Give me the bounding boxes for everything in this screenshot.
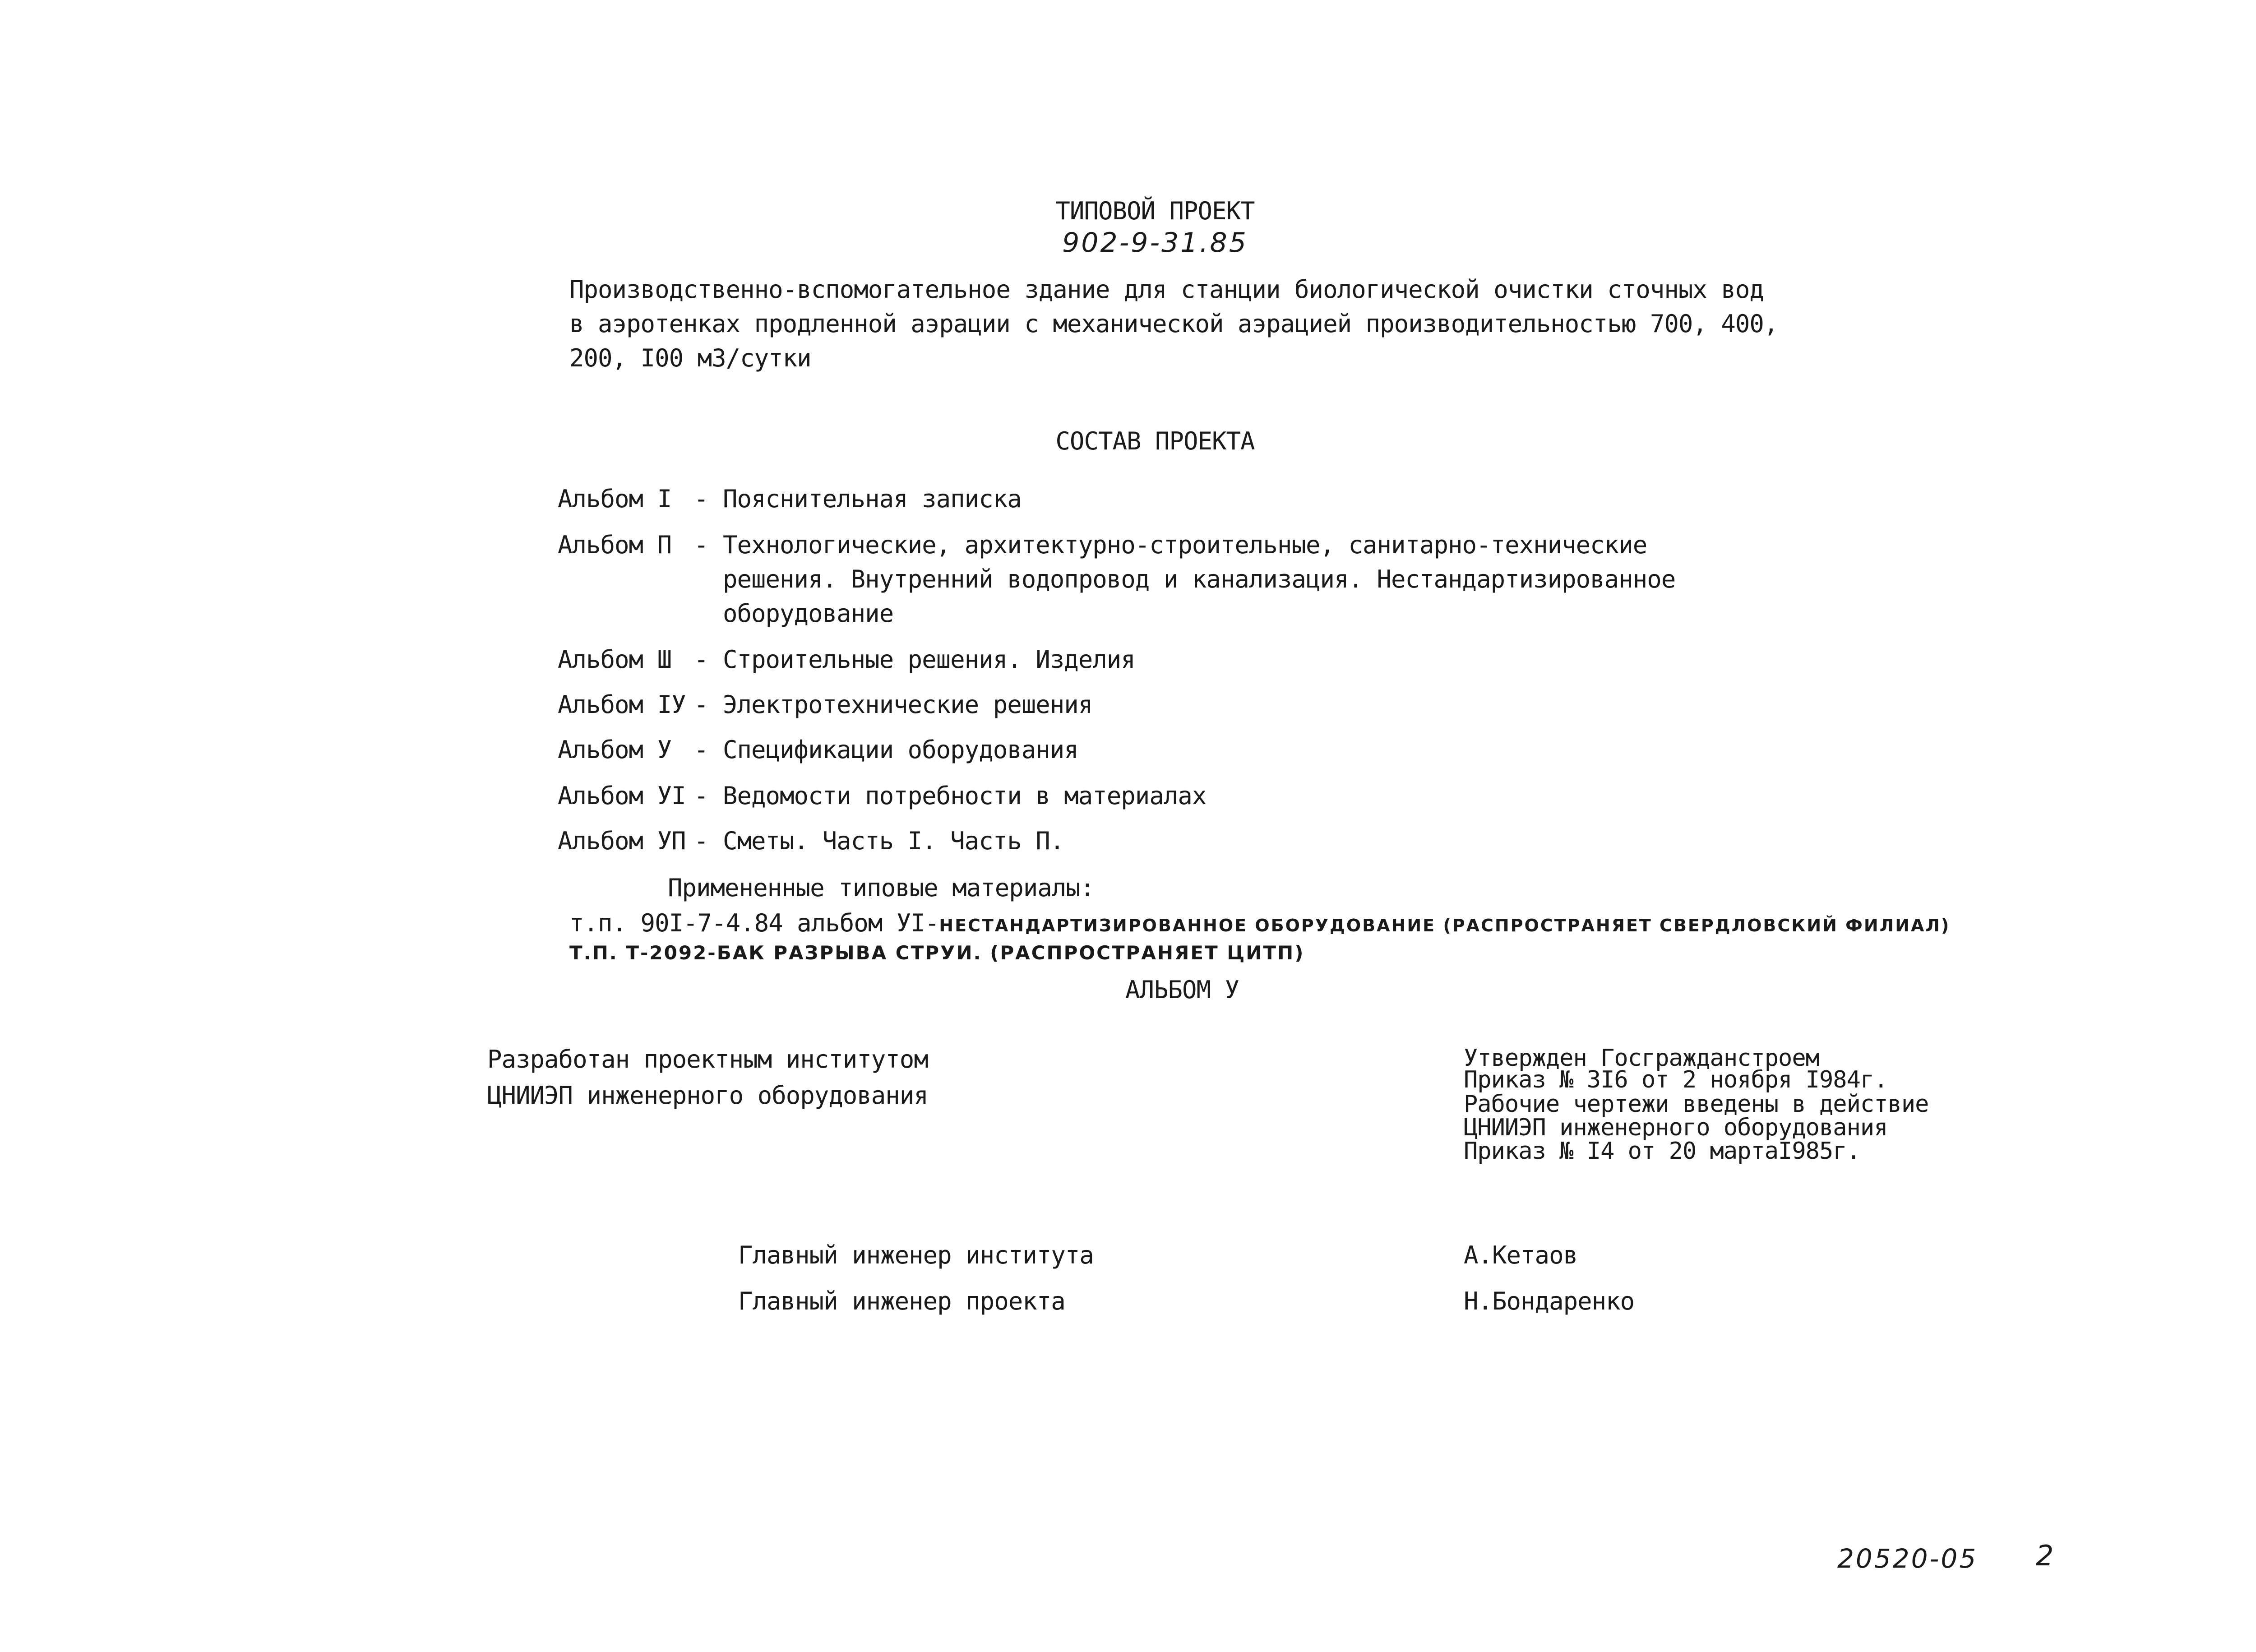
album-title: АЛЬБОМ У bbox=[1125, 976, 1239, 1004]
album-label: Альбом У bbox=[558, 736, 672, 764]
description-line-1: Производственно-вспомогательное здание для станции биологической очистки сточных вод bbox=[569, 275, 1764, 304]
developer-line-2: ЦНИИЭП инженерного оборудования bbox=[487, 1081, 928, 1110]
album-title: Пояснительная записка bbox=[723, 485, 1022, 513]
approval-line-2: Приказ № 3I6 от 2 ноября I984г. bbox=[1464, 1066, 1888, 1093]
album-dash: - bbox=[694, 645, 708, 674]
album-label: Альбом IУ bbox=[558, 690, 686, 719]
album-label: Альбом УI bbox=[558, 782, 686, 810]
album-label: Альбом Ш bbox=[558, 645, 672, 674]
album-title: Технологические, архитектурно-строительные, санитарно-технические bbox=[723, 531, 1647, 559]
project-number: 902-9-31.85 bbox=[1062, 227, 1248, 259]
description-line-3: 200, I00 м3/сутки bbox=[569, 344, 811, 372]
album-title: Сметы. Часть I. Часть П. bbox=[723, 827, 1064, 855]
description-line-2: в аэротенках продленной аэрации с механической аэрацией производительностью 700, 400, bbox=[569, 310, 1778, 338]
document-code: 20520-05 bbox=[1837, 1543, 1978, 1574]
developer-line-1: Разработан проектным институтом bbox=[487, 1045, 928, 1074]
signature-role: Главный инженер института bbox=[738, 1241, 1094, 1269]
signature-name: Н.Бондаренко bbox=[1464, 1287, 1635, 1315]
page-number: 2 bbox=[2036, 1539, 2056, 1572]
album-label: Альбом УП bbox=[558, 827, 686, 855]
album-dash: - bbox=[694, 736, 708, 764]
album-title: Электротехнические решения bbox=[723, 690, 1093, 719]
approval-line-4: ЦНИИЭП инженерного оборудования bbox=[1464, 1114, 1888, 1141]
approval-line-3: Рабочие чертежи введены в действие bbox=[1464, 1091, 1929, 1118]
approval-line-5: Приказ № I4 от 20 мартаI985г. bbox=[1464, 1138, 1860, 1165]
album-dash: - bbox=[694, 827, 708, 855]
applied-materials-heading: Примененные типовые материалы: bbox=[668, 874, 1095, 902]
composition-heading: СОСТАВ ПРОЕКТА bbox=[1055, 427, 1255, 455]
album-title-continued: оборудование bbox=[723, 599, 894, 628]
album-title-continued: решения. Внутренний водопровод и канализация. Нестандартизированное bbox=[723, 565, 1676, 593]
album-title: Строительные решения. Изделия bbox=[723, 645, 1135, 674]
album-title: Ведомости потребности в материалах bbox=[723, 782, 1207, 810]
signature-name: А.Кетаов bbox=[1464, 1241, 1578, 1269]
applied-material-handwritten: НЕСТАНДАРТИЗИРОВАННОЕ ОБОРУДОВАНИЕ (РАСПРОСТРАНЯЕТ СВЕРДЛОВСКИЙ ФИЛИАЛ) bbox=[939, 916, 1951, 935]
album-label: Альбом П bbox=[558, 531, 672, 559]
signature-role: Главный инженер проекта bbox=[738, 1287, 1065, 1315]
approval-line-1: Утвержден Госгражданстроем bbox=[1464, 1045, 1819, 1072]
project-type-title: ТИПОВОЙ ПРОЕКТ bbox=[1055, 197, 1255, 225]
applied-material-line-2: Т.П. Т-2092-БАК РАЗРЫВА СТРУИ. (РАСПРОСТРАНЯЕТ ЦИТП) bbox=[569, 942, 1305, 964]
album-dash: - bbox=[694, 531, 708, 559]
album-label: Альбом I bbox=[558, 485, 672, 513]
album-dash: - bbox=[694, 690, 708, 719]
album-title: Спецификации оборудования bbox=[723, 736, 1078, 764]
album-dash: - bbox=[694, 782, 708, 810]
album-dash: - bbox=[694, 485, 708, 513]
applied-material-prefix: т.п. 90I-7-4.84 альбом УI- bbox=[569, 909, 939, 937]
